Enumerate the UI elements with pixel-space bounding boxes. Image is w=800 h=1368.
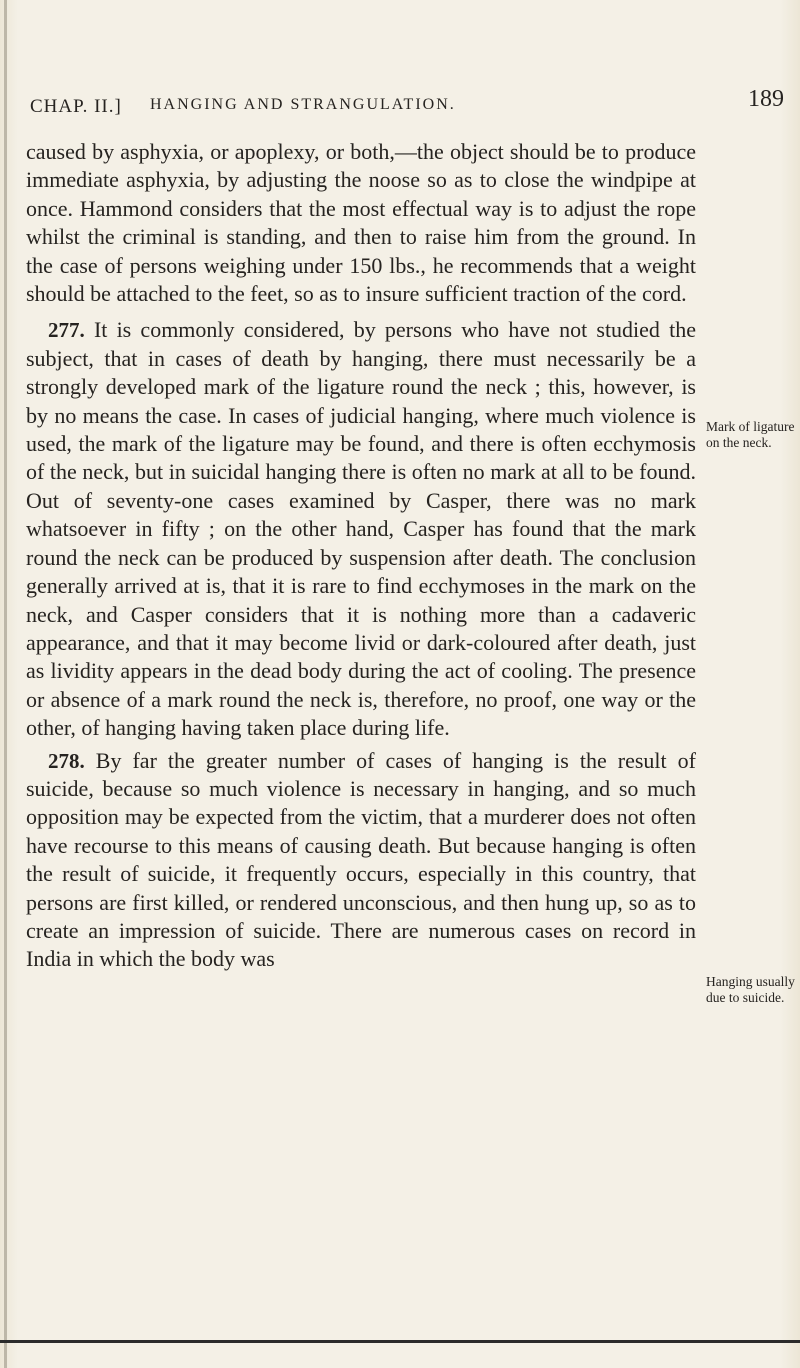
body-text [26, 138, 696, 974]
running-header [30, 86, 782, 122]
margin-note-ligature: Mark of ligature on the neck. [706, 419, 795, 450]
paragraph-277 [26, 316, 696, 742]
paragraph-number-278: 278. [48, 748, 85, 773]
paragraph-277-text: It is commonly considered, by persons who have not studied the subject, that in cases of death by hanging, there must necessarily be a strongly developed mark of the ligature round the neck ; this, however, is by no means the case. In cases of judicial hanging, where much violence is used, the mark of the ligature may be found, and there is often ecchymosis of the neck, but in suicidal hanging there is often no mark at all to be found. Out of seventy-one cases examined by Casper, there was no mark whatsoever in fifty ; on the other hand, Casper has found that the mark round the neck can be produced by suspension after death. The conclusion generally arrived at is, that it is rare to find ecchymoses in the mark on the neck, and Casper considers that it is nothing more than a cadaveric appearance, and that it may become livid or dark-coloured after death, just as lividity appears in the dead body during the act of cooling. The presence or absence of a mark round the neck is, therefore, no proof, one way or the other, of hanging having taken place during life. [26, 317, 696, 741]
running-title: HANGING AND STRANGULATION. [150, 96, 456, 113]
page-left-edge [4, 0, 7, 1368]
page-bottom-edge [0, 1340, 800, 1343]
margin-note-hanging: Hanging usually due to suicide. [706, 974, 795, 1005]
chapter-label: CHAP. II.] [30, 96, 122, 117]
page-number: 189 [748, 86, 784, 112]
paragraph-number-277: 277. [48, 318, 85, 343]
paragraph-278-text: By far the greater number of cases of hanging is the result of suicide, because so much violence is necessary in hanging, and so much opposition may be expected from the victim, that a murderer does not often have recourse to this means of causing death. But because hanging is often the result of suicide, it frequently occurs, especially in this country, that persons are first killed, or rendered unconscious, and then hung up, so as to create an impression of suicide. There are numerous cases on record in India in which the body was [26, 747, 696, 972]
paragraph-continued: caused by asphyxia, or apoplexy, or both,—the object should be to produce immediate asphyxia, by adjusting the noose so as to close the windpipe at once. Hammond considers that the most effectual way is to adjust the rope whilst the criminal is standing, and then to raise him from the ground. In the case of persons weighing under 150 lbs., he recommends that a weight should be attached to the feet, so as to insure sufficient traction of the cord. [26, 139, 696, 307]
paragraph-278 [26, 747, 696, 974]
